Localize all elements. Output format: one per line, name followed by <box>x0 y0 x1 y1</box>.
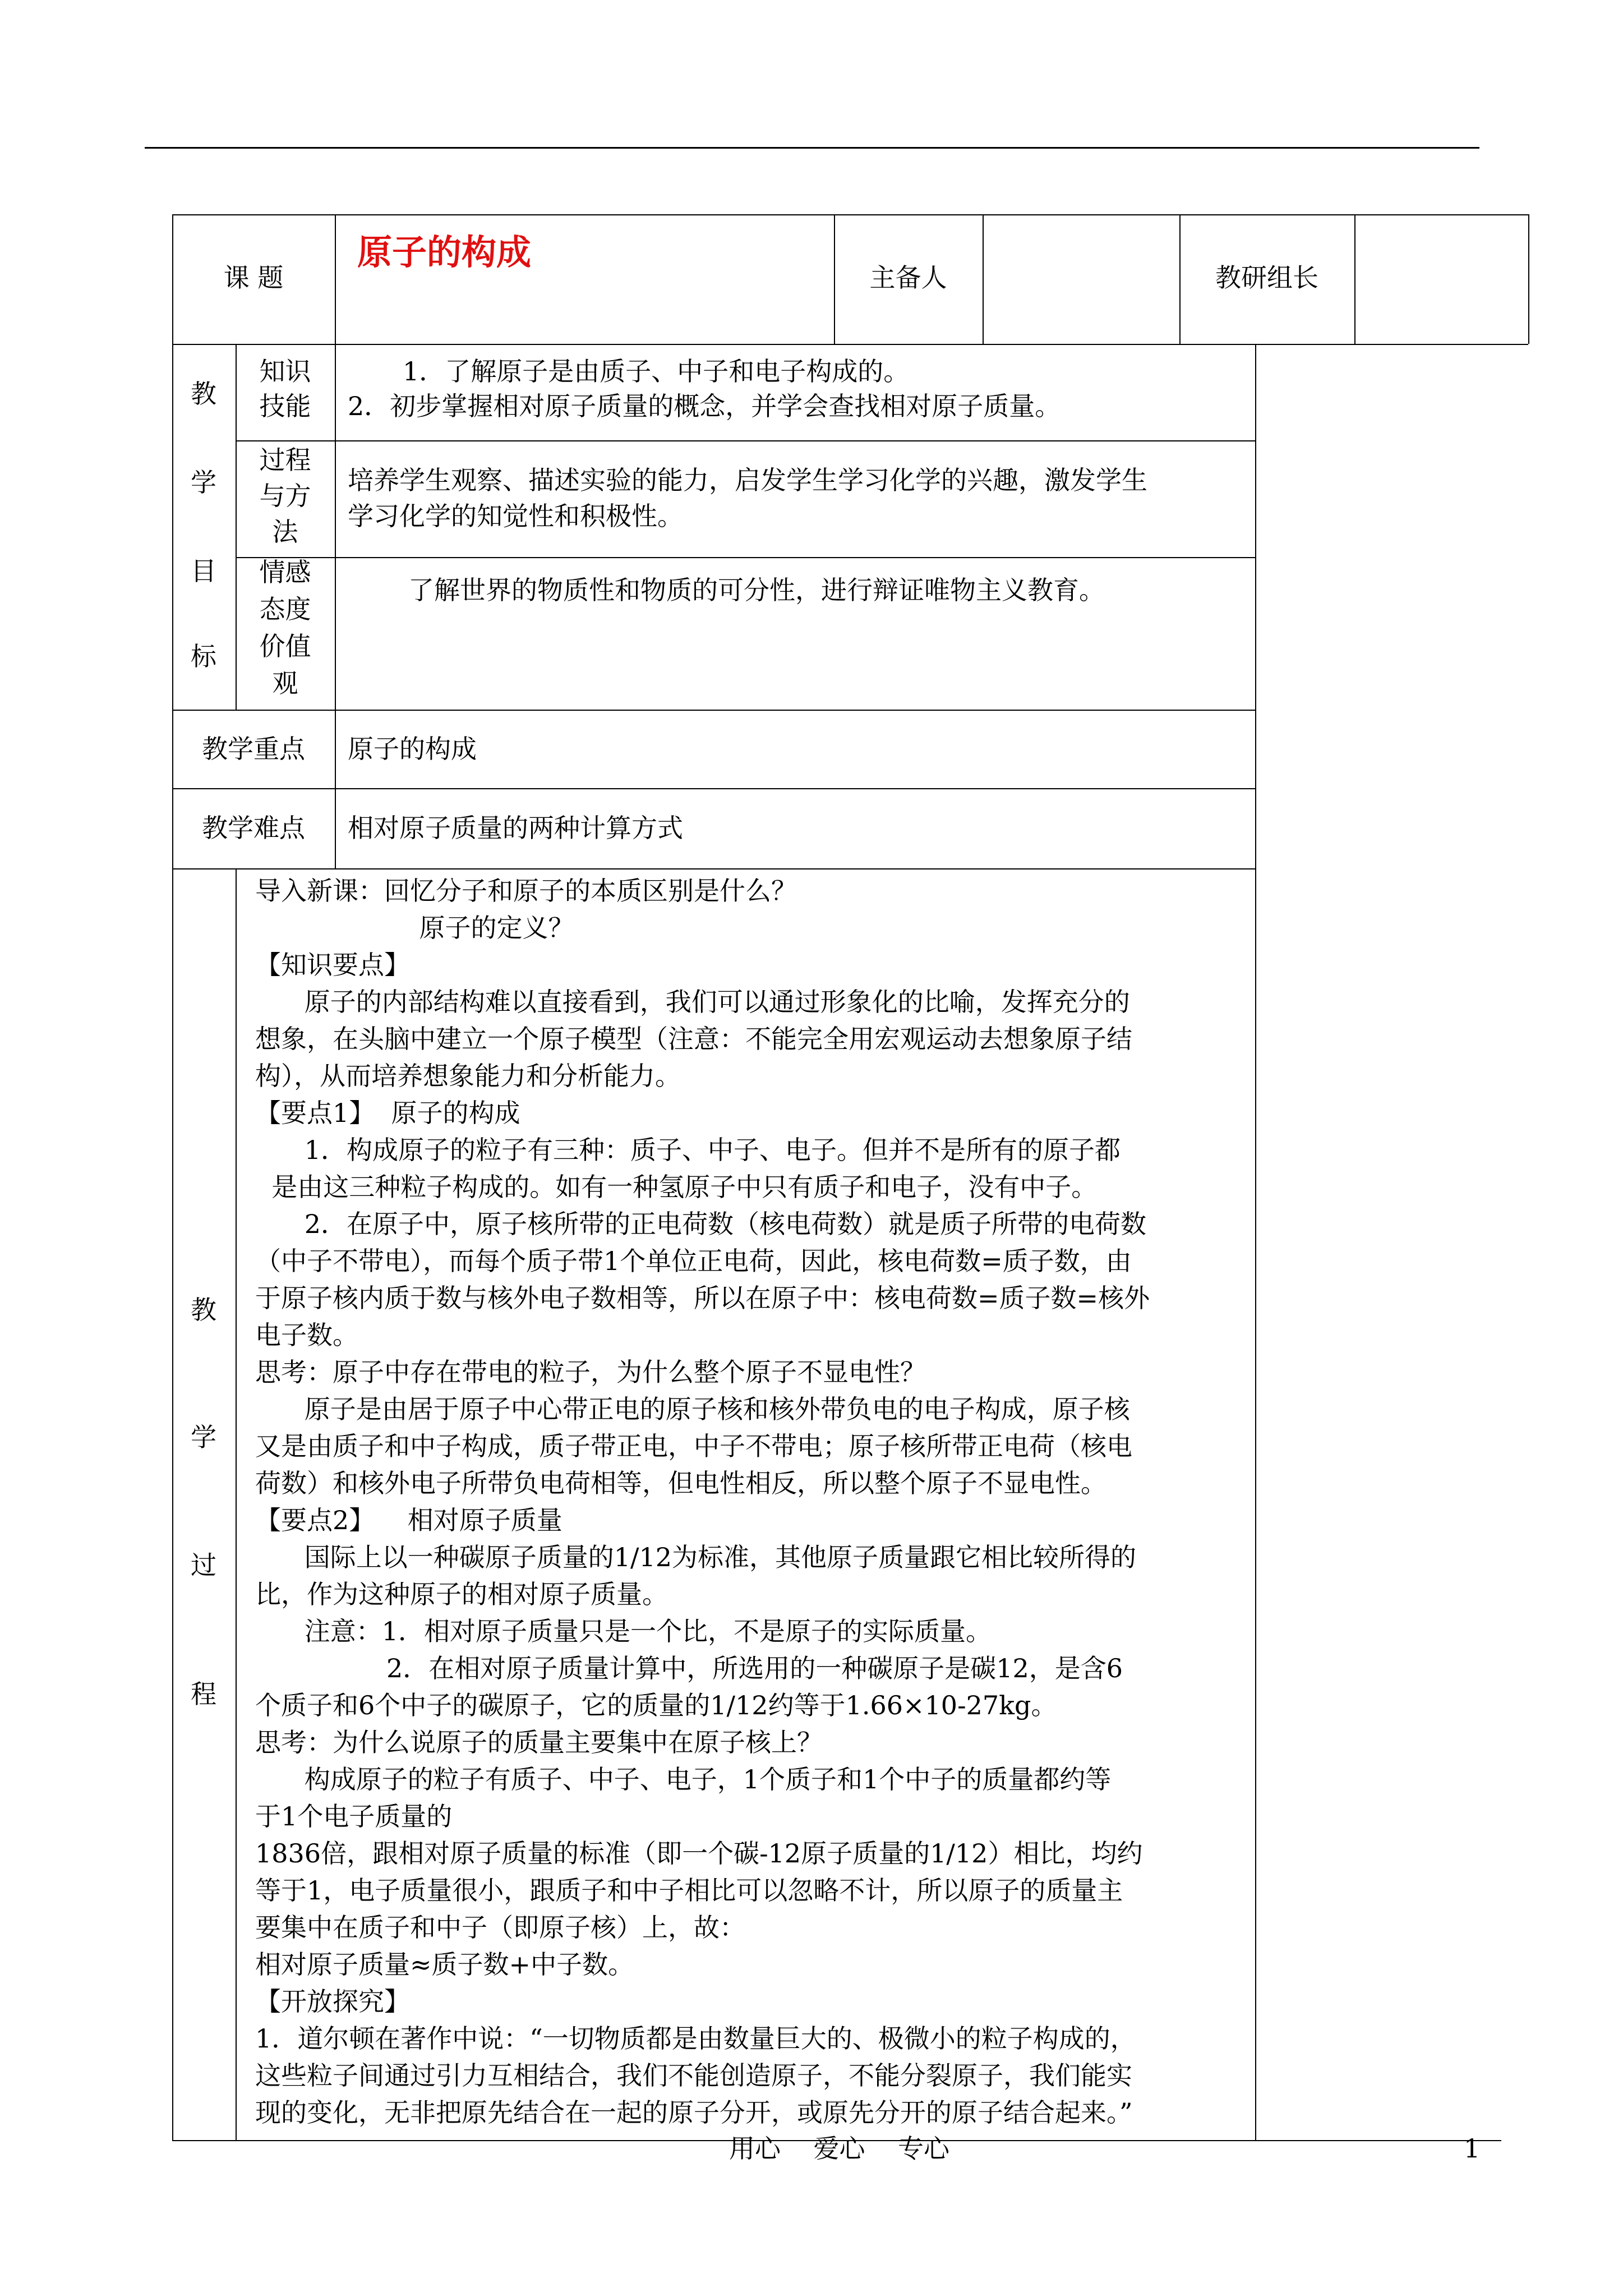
emotion-content: 了解世界的物质性和物质的可分性，进行辩证唯物主义教育。 <box>408 575 1105 605</box>
footer-motto: 用心 爱心 专心 <box>729 2133 949 2164</box>
leader-label: 教研组长 <box>1215 263 1318 293</box>
difficulty-value: 相对原子质量的两种计算方式 <box>348 813 683 843</box>
page-title: 原子的构成 <box>357 232 531 273</box>
page-number: 1 <box>1464 2133 1481 2164</box>
difficulty-label: 教学难点 <box>202 813 305 843</box>
key-point-label: 教学重点 <box>202 734 305 764</box>
process-content: 导入新课：回忆分子和原子的本质区别是什么？ 原子的定义？ 【知识要点】 原子的内部结构难以直接看到，我们可以通过形象化的比喻，发挥充分的 想象，在头脑中建立一个原子模型（注意：不能完全用宏观运动去想象原子结 构），从而培养想象能力和分析能力。 【要点1】 原子的构成 1．构成原子的粒子有三种：质子、中子、电子。但并不是所有的原子都 是由这三种粒子构成的。如有一种氢原子中只有质子和电子，没有中子。 2．在原子中，原子核所带的正电荷数（核电荷数）就是质子所带的电荷数 （中子不带电），而每个质子带1个单位正电荷，因此，核电荷数=质子数，由 于原子核内质于数与核外电子数相等，所以在原子中：核电荷数=质子数=核外 电子数。 思考：原子中存在带电的粒子，为什么整个原子不显电性？ 原子是由居于原子中心带正电的原子核和核外带负电的电子构成，原子核 又是由质子和中子构成，质子带正电，中子不带电；原子核所带正电荷（核电 荷数）和核外电子所带负电荷相等，但电性相反，所以整个原子不显电性。 【要点2】 相对原子质量 国际上以一种碳原子质量的1/12为标准，其他原子质量跟它相比较所得的 比，作为这种原子的相对原子质量。 注意：1．相对原子质量只是一个比，不是原子的实际质量。 2．在相对原子质量计算中，所选用的一种碳原子是碳12，是含6 个质子和6个中子的碳原子，它的质量的1/12约等于1.66×10-27kg。 思考：为什么说原子的质量主要集中在原子核上？ 构成原子的粒子有质子、中子、电子，1个质子和1个中子的质量都约等 于1个电子质量的 1836倍，跟相对原子质量的标准（即一个碳-12原子质量的1/12）相比，均约 等于1，电子质量很小，跟质子和中子相比可以忽略不计，所以原子的质量主 要集中在质子和中子（即原子核）上，故： 相对原子质量≈质子数+中子数。 【开放探究】 1．道尔顿在著作中说：“一切物质都是由数量巨大的、极微小的粒子构成的， 这些粒子间通过引力互相结合，我们不能创造原子，不能分裂原子，我们能实 现的变化，无非把原先结合在一起的原子分开，或原先分开的原子结合起来。” <box>255 876 1150 2128</box>
preparer-label: 主备人 <box>869 263 947 293</box>
header-rule <box>145 147 1479 149</box>
topic-label: 课 题 <box>223 263 284 293</box>
key-point-value: 原子的构成 <box>348 734 477 764</box>
